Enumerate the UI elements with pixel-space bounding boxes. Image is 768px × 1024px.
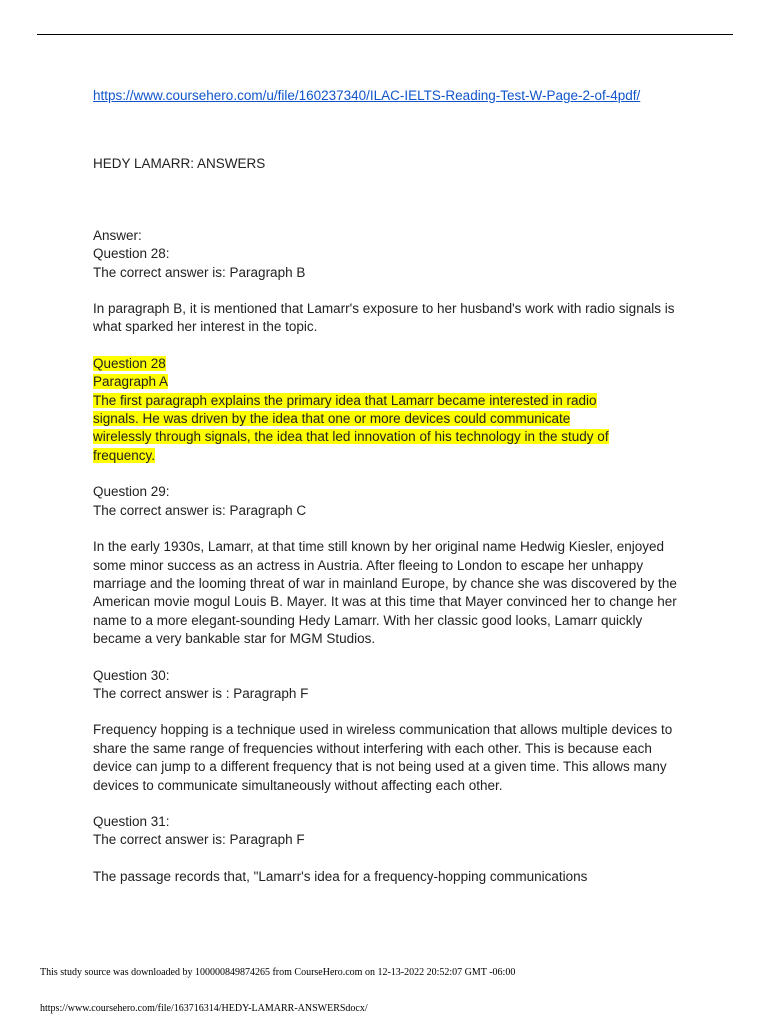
q29-explanation: In the early 1930s, Lamarr, at that time still known by her original name Hedwig Kiesler, enjoyed some minor success as an actress in Austria. After fleeing to London to escape her unhappy marriage and the looming threat of war in mainland Europe, by chance she was discovered by the American movie mogul Louis B. Mayer. It was at this time that Mayer convinced her to change her name to a more elegant-sounding Hedy Lamarr. With her classic good looks, Lamarr quickly became a very bankable star for MGM Studios. (93, 539, 677, 647)
document-body (93, 87, 683, 886)
download-note: This study source was downloaded by 100000849874265 from CourseHero.com on 12-13-2022 20:52:07 GMT -06:00 (40, 967, 516, 978)
q28-answer: The correct answer is: Paragraph B (93, 264, 306, 280)
q30-answer: The correct answer is : Paragraph F (93, 685, 309, 701)
q31-explanation: The passage records that, "Lamarr's idea for a frequency-hopping communications (93, 868, 588, 884)
q28-alt-line: The first paragraph explains the primary idea that Lamarr became interested in radio (93, 392, 597, 408)
answer-label: Answer: (93, 227, 142, 243)
q29-label: Question 29: (93, 484, 170, 500)
q28-highlighted-block (93, 355, 683, 465)
doc-title: HEDY LAMARR: ANSWERS (93, 156, 266, 172)
q28-alt-line: signals. He was driven by the idea that one or more devices could communicate (93, 411, 571, 427)
q28-alt-line: frequency. (93, 447, 156, 463)
q28-alt-label: Question 28 (93, 355, 166, 371)
q29-answer: The correct answer is: Paragraph C (93, 502, 307, 518)
q30-explanation: Frequency hopping is a technique used in wireless communication that allows multiple devices to share the same range of frequencies without interfering with each other. This is because each device can jump to a different frequency that is not being used at a given time. This allows many devices to communicate simultaneously without affecting each other. (93, 722, 673, 793)
q31-label: Question 31: (93, 813, 170, 829)
q31-answer: The correct answer is: Paragraph F (93, 832, 305, 848)
top-rule (37, 34, 733, 35)
q28-alt-answer: Paragraph A (93, 374, 169, 390)
q28-label: Question 28: (93, 246, 170, 262)
q30-label: Question 30: (93, 667, 170, 683)
q28-explanation: In paragraph B, it is mentioned that Lamarr's exposure to her husband's work with radio signals is what sparked her interest in the topic. (93, 301, 675, 335)
source-link[interactable]: https://www.coursehero.com/u/file/160237340/ILAC-IELTS-Reading-Test-W-Page-2-of-4pdf/ (93, 88, 641, 103)
footer-url[interactable]: https://www.coursehero.com/file/163716314/HEDY-LAMARR-ANSWERSdocx/ (40, 1003, 368, 1014)
q28-alt-line: wirelessly through signals, the idea that led innovation of his technology in the study of (93, 429, 609, 445)
